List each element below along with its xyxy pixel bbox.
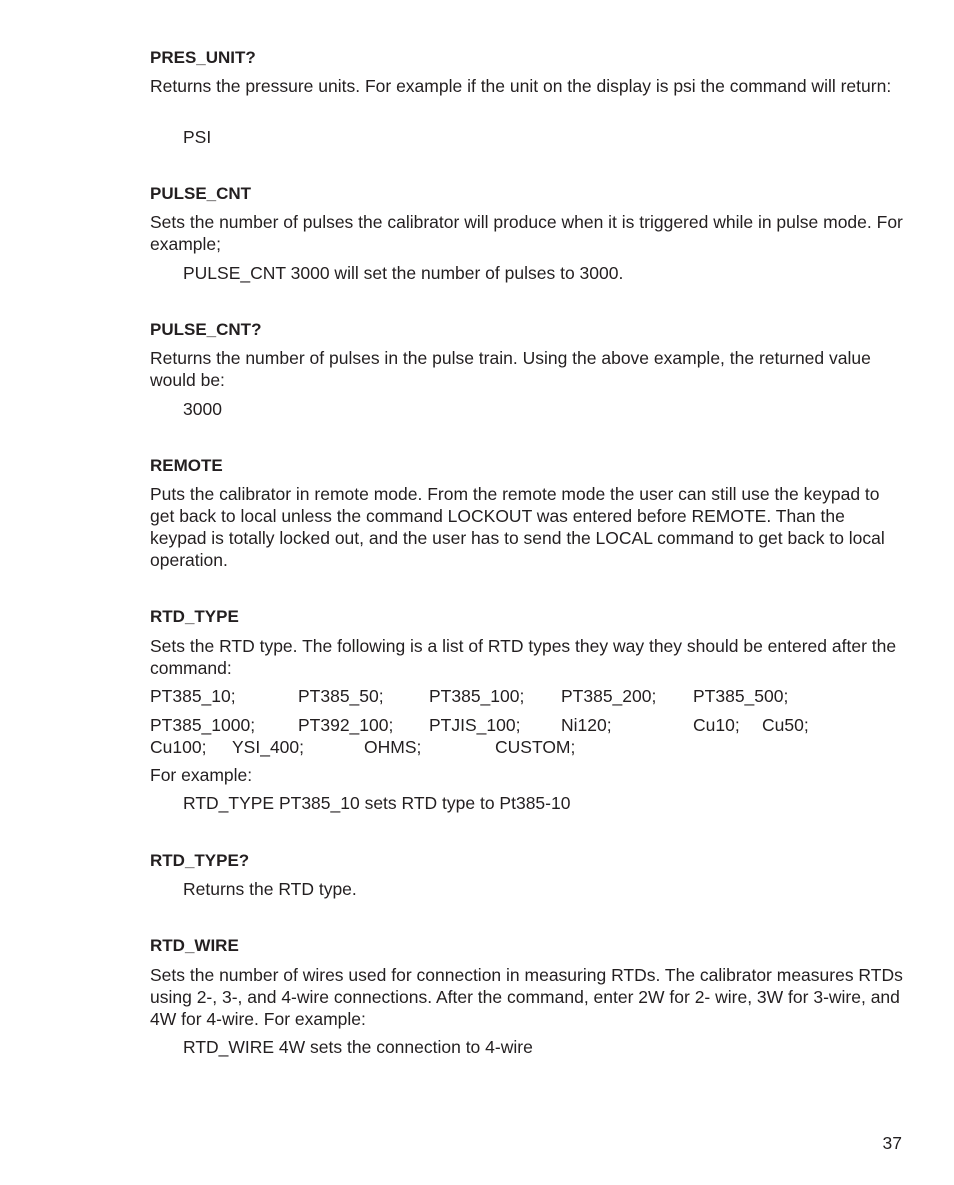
section-heading: REMOTE (150, 456, 223, 475)
rtd-type-item: PT385_200; (561, 686, 657, 706)
rtd-type-item: PTJIS_100; (429, 715, 521, 735)
rtd-type-item: PT385_50; (298, 686, 384, 706)
rtd-type-item: Cu100; (150, 737, 207, 757)
section-example: RTD_WIRE 4W sets the connection to 4-wire (183, 1037, 533, 1057)
rtd-type-item: PT385_100; (429, 686, 525, 706)
for-example-label: For example: (150, 765, 253, 785)
rtd-type-item: PT385_1000; (150, 715, 256, 735)
rtd-type-item: PT385_10; (150, 686, 236, 706)
section-text: Puts the calibrator in remote mode. From the remote mode the user can still use the keypad to get back to local unless the command LOCKOUT was entered before REMOTE. Than the keypad is totally locked out, and the user has to send the LOCAL command to get back to local operation. (150, 484, 885, 570)
section-example: PULSE_CNT 3000 will set the number of pulses to 3000. (183, 263, 624, 283)
section-heading: RTD_TYPE? (150, 851, 250, 870)
rtd-type-item: Cu10; (693, 715, 740, 735)
page-number: 37 (882, 1133, 902, 1153)
section-heading: PRES_UNIT? (150, 48, 256, 67)
section-example: RTD_TYPE PT385_10 sets RTD type to Pt385-10 (183, 793, 571, 813)
section-example: 3000 (183, 399, 222, 419)
section-text: Returns the number of pulses in the pulse train. Using the above example, the returned value would be: (150, 348, 871, 390)
section-heading: PULSE_CNT? (150, 320, 262, 339)
rtd-type-item: PT385_500; (693, 686, 789, 706)
section-text: Sets the number of wires used for connection in measuring RTDs. The calibrator measures RTDs using 2-, 3-, and 4-wire connections. After the command, enter 2W for 2- wire, 3W for 3-wire, and 4W for 4-wire. For example: (150, 965, 903, 1029)
rtd-type-item: YSI_400; (232, 737, 304, 757)
rtd-type-item: CUSTOM; (495, 737, 576, 757)
section-text: Sets the RTD type. The following is a list of RTD types they way they should be entered after the command: (150, 636, 897, 678)
section-example: Returns the RTD type. (183, 879, 357, 899)
section-text: Sets the number of pulses the calibrator will produce when it is triggered while in pulse mode. For example; (150, 212, 903, 254)
rtd-type-item: OHMS; (364, 737, 422, 757)
rtd-type-item: Cu50; (762, 715, 809, 735)
section-heading: RTD_TYPE (150, 607, 239, 626)
section-heading: PULSE_CNT (150, 184, 252, 203)
section-heading: RTD_WIRE (150, 936, 239, 955)
section-text: Returns the pressure units. For example if the unit on the display is psi the command will return: (150, 76, 892, 96)
rtd-type-item: Ni120; (561, 715, 612, 735)
section-example: PSI (183, 127, 212, 147)
rtd-type-item: PT392_100; (298, 715, 394, 735)
